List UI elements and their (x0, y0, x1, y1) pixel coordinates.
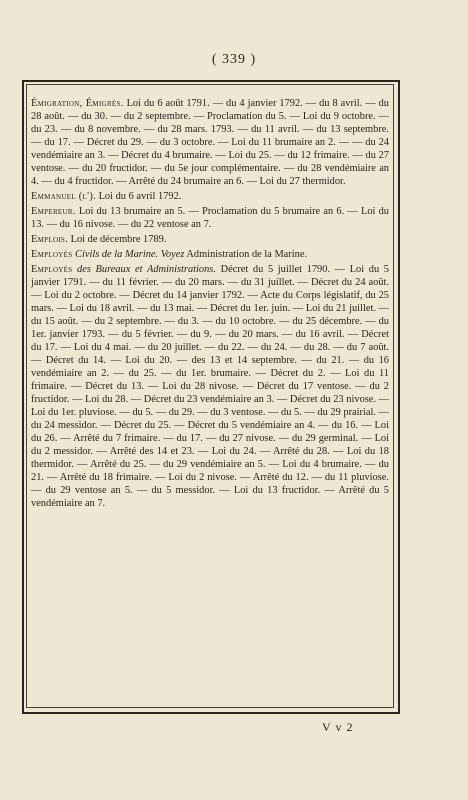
entry-text: Loi du 6 avril 1792. (95, 191, 182, 202)
entry-see-reference: Voyez (158, 249, 185, 260)
entry-emigration (31, 97, 389, 188)
index-content (31, 97, 389, 512)
entry-heading: Emmanuel (l'). (31, 191, 96, 202)
page-number: ( 339 ) (211, 52, 257, 67)
entry-emplois (31, 233, 389, 246)
signature-mark: V v 2 (322, 720, 354, 734)
entry-empereur (31, 205, 389, 231)
entry-subheading: Civils de la Marine. (72, 249, 159, 260)
entry-text: Loi du 6 août 1791. — du 4 janvier 1792. — du 8 avril. — du 28 août. — du 30. — du 2 septembre. — Proclamation du 5. — Loi du 9 octobre. — du 23. — du 8 novembre. — du 28 mars. 1793. — du 11 avril. — du 13 septembre. — du 17. — Décret du 29. — du 3 octobre. — Loi du 11 brumaire an 2. — — du 24 vendémiaire an 3. — Décret du 4 brumaire. — Loi du 25. — du 12 frimaire. — du 27 ventose. — du 20 fructidor. — du 5e jour complémentaire. — du 28 vendémiaire an 4. — du 4 fructidor. — Arrêté du 24 brumaire an 6. — Loi du 27 thermidor. (31, 98, 389, 187)
entry-text: Administration de la Marine. (184, 249, 308, 260)
entry-heading: Employés (31, 249, 73, 260)
entry-text: Décret du 5 juillet 1790. — Loi du 5 janvier 1791. — du 11 février. — du 20 mars. — du 31 juillet. — Décret du 24 août. — Loi du 2 octobre. — Décret du 14 janvier 1792. — Acte du Corps législatif, du 25 mars. — Loi du 18 avril. — du 13 mai. — Décret du 1er. juin. — Loi du 21 juillet. — du 15 août. — du 2 septembre. — du 3. — du 10 octobre. — du 25 décembre. — du 1er. janvier 1793. — du 5 février. — du 9. — du 20 mars. — du 16 avril. — Décret du 17. — Loi du 4 mai. — du 20 juillet. — du 22. — du 24. — du 28. — du 7 août. — Décret du 14. — Loi du 20. — des 13 et 14 septembre. — du 21. — du 16 vendémiaire an 2. — du 25. — du 1er. brumaire. — Décret du 2. — Loi du 11 frimaire. — Décret du 13. — Loi du 28 nivose. — Décret du 17 ventose. — du 2 fructidor. — Loi du 28. — Décret du 23 vendémiaire an 3. — Décret du 23 nivose. — Loi du 1er. pluviose. — du 5. — du 29. — du 3 ventose. — du 5. — du 29 prairial. — du 24 messidor. — Décret du 25. — Décret du 5 vendémiaire an 4. — du 16. — Loi du 26. — Arrêté du 7 frimaire. — du 17. — du 27 nivose. — du 29 germinal. — Loi du 2 messidor. — Arrêté des 14 et 23. — Loi du 24. — Arrêté du 28. — Loi du 18 thermidor. — Arrêté du 25. — du 29 vendémiaire an 5. — Loi du 4 brumaire. — du 21. — Arrêté du 18 frimaire. — Loi du 2 nivose. — Arrêté du 12. — du 11 pluviose. — du 29 ventose an 5. — du 5 messidor. — Loi du 13 fructidor. — Arrêté du 5 vendémiaire an 7. (31, 264, 389, 509)
entry-employes-bureaux (31, 263, 389, 510)
entry-text: Loi de décembre 1789. (68, 234, 167, 245)
entry-emmanuel (31, 190, 389, 203)
entry-heading: Employés (31, 264, 73, 275)
entry-employes-marine (31, 248, 389, 261)
entry-heading: Émigration, Émigrés. (31, 98, 124, 109)
entry-text: Loi du 13 brumaire an 5. — Proclamation du 5 brumaire an 6. — Loi du 13. — du 16 nivose. — du 22 ventose an 7. (31, 206, 389, 230)
entry-subheading: des Bureaux et Administrations. (72, 264, 216, 275)
entry-heading: Empereur. (31, 206, 76, 217)
entry-heading: Emplois. (31, 234, 69, 245)
